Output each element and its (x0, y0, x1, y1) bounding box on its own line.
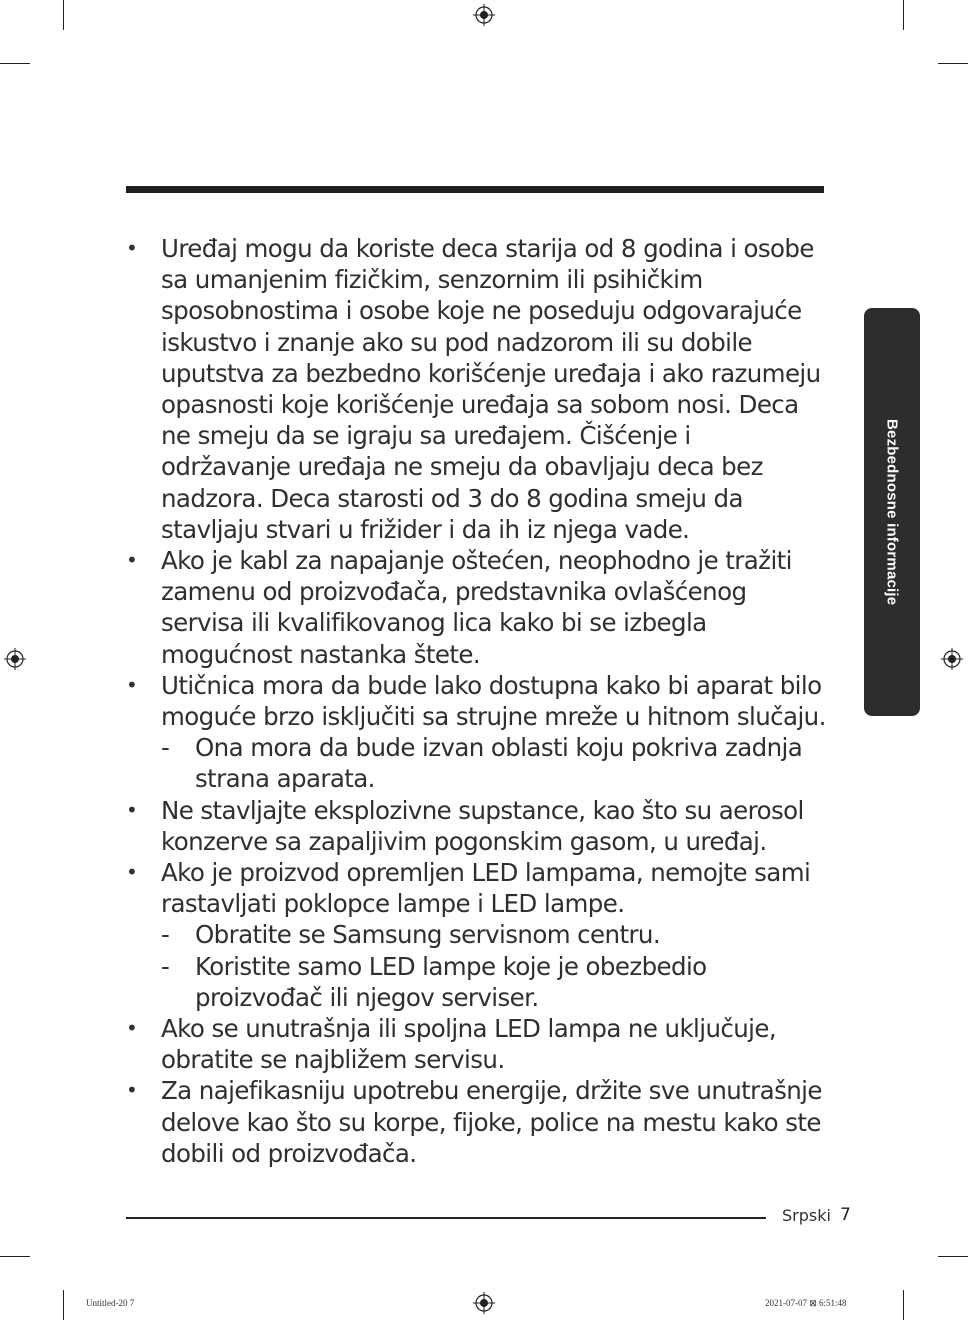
bullet-marker: • (126, 860, 138, 885)
list-item (126, 233, 826, 545)
list-item-text: Za najefikasniju upotrebu energije, držite sve unutrašnje delove kao što su korpe, fijoke, police na mestu kako ste dobili od proizvođača. (161, 1076, 822, 1168)
bullet-marker: • (126, 236, 138, 260)
list-item (126, 795, 826, 857)
dash-marker: - (161, 951, 170, 981)
list-item-text: Ako je kabl za napajanje oštećen, neophodno je tražiti zamenu od proizvođača, predstavnika ovlašćenog servisa ili kvalifikovanog lica kako bi se izbegla mogućnost nastanka štete. (161, 546, 792, 669)
section-tab-label: Bezbednosne informacije (883, 418, 901, 606)
list-item-text: Ako je proizvod opremljen LED lampama, nemojte sami rastavljati poklopce lampe i LED lampe. (161, 858, 811, 919)
page-number: 7 (840, 1205, 851, 1225)
registration-mark-icon (941, 648, 963, 670)
registration-mark-icon (473, 1292, 495, 1314)
bullet-marker: • (126, 1078, 138, 1103)
crop-mark (938, 63, 968, 64)
bullet-marker: • (126, 672, 138, 697)
list-item (126, 545, 826, 670)
sub-list-item-text: Ona mora da bude izvan oblasti koju pokriva zadnja strana aparata. (195, 733, 803, 794)
dash-marker: - (161, 920, 170, 950)
sub-list-item-text: Koristite samo LED lampe koje je obezbedio proizvođač ili njegov serviser. (195, 951, 707, 1012)
sub-list-item-text: Obratite se Samsung servisnom centru. (195, 920, 661, 950)
print-slug-right: 2021-07-07 ⊠ 6:51:48 (765, 1298, 847, 1308)
crop-mark (903, 1290, 904, 1320)
list-item (126, 1075, 826, 1169)
footer-language: Srpski (782, 1206, 831, 1225)
bullet-marker: • (126, 1016, 138, 1041)
list-item (126, 1013, 826, 1075)
footer-rule (126, 1217, 766, 1219)
safety-list (126, 233, 826, 1169)
crop-mark (63, 1290, 64, 1320)
registration-mark-icon (4, 648, 26, 670)
header-rule (126, 186, 824, 193)
list-item-text: Utičnica mora da bude lako dostupna kako bi aparat bilo moguće brzo isključiti sa strujne mreže u hitnom slučaju. (161, 670, 826, 732)
crop-mark (63, 0, 64, 30)
bullet-marker: • (126, 548, 138, 573)
sub-list-item (126, 732, 826, 794)
crop-mark (0, 1256, 30, 1257)
section-tab-label-wrap (864, 308, 920, 716)
print-slug-left: Untitled-20 7 (86, 1298, 135, 1308)
crop-mark (903, 0, 904, 30)
bullet-marker: • (126, 797, 138, 822)
list-item-text: Uređaj mogu da koriste deca starija od 8 godina i osobe sa umanjenim fizičkim, senzornim ili psihičkim sposobnostima i osobe koje ne poseduju odgovarajuće iskustvo i znanje ako su pod nadzorom ili su dobile uputstva za bezbedno korišćenje uređaja i ako razumeju opasnosti koje korišćenje uređaja sa sobom nosi. Deca ne smeju da se igraju sa uređajem. Čišćenje i održavanje uređaja ne smeju da obavljaju deca bez nadzora. Deca starosti od 3 do 8 godina smeju da stavljaju stvari u frižider i da ih iz njega vade. (161, 234, 821, 544)
crop-mark (0, 63, 30, 64)
crop-mark (938, 1256, 968, 1257)
list-item-text: Ako se unutrašnja ili spoljna LED lampa ne uključuje, obratite se najbližem servisu. (161, 1014, 777, 1075)
list-item-text: Ne stavljajte eksplozivne supstance, kao što su aerosol konzerve sa zapaljivim pogonskim gasom, u uređaj. (161, 795, 804, 856)
list-item (126, 857, 826, 919)
sub-list-item (126, 919, 826, 950)
dash-marker: - (161, 733, 170, 763)
list-item (126, 670, 826, 732)
registration-mark-icon (473, 4, 495, 26)
sub-list-item (126, 951, 826, 1013)
